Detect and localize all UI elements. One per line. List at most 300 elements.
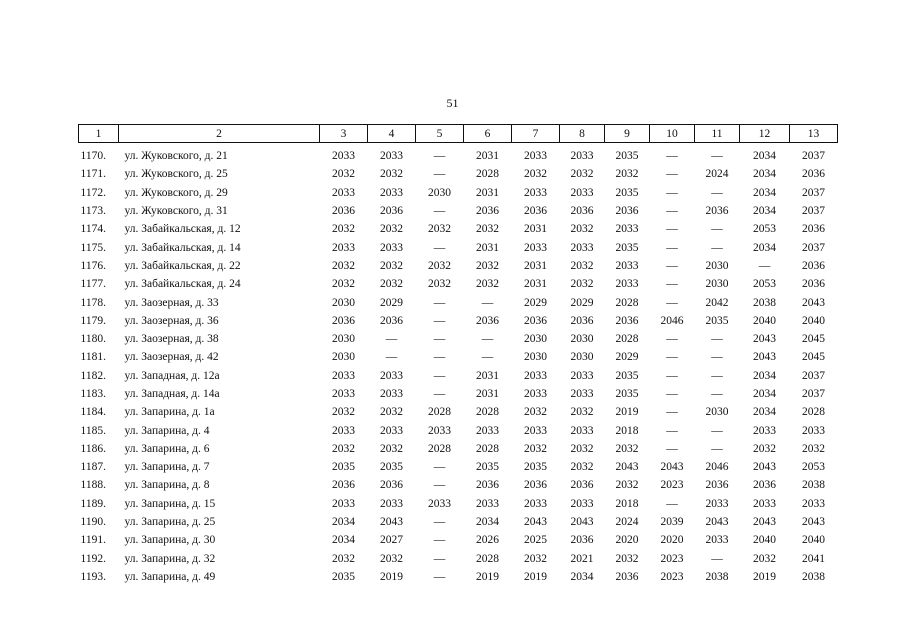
year-cell: 2036 — [524, 314, 547, 327]
year-cell: — — [433, 296, 446, 309]
year-cell: 2028 — [476, 168, 499, 181]
year-cell: 2034 — [753, 241, 776, 254]
row-number: 1170. — [80, 150, 106, 163]
year-cell: 2033 — [524, 150, 547, 163]
address-cell: ул. Забайкальская, д. 24 — [124, 278, 241, 291]
year-cell: 2033 — [332, 150, 355, 163]
row-number: 1190. — [80, 516, 106, 529]
year-cell: 2034 — [753, 369, 776, 382]
year-cell: 2033 — [524, 388, 547, 400]
year-cell: 2045 — [802, 333, 825, 346]
year-cell: 2043 — [753, 461, 776, 474]
year-cell: 2032 — [615, 442, 639, 455]
year-cell: 2037 — [802, 388, 825, 400]
year-cell: — — [666, 424, 678, 437]
address-cell: ул. Западная, д. 14а — [124, 388, 220, 400]
table-row — [79, 184, 838, 202]
year-cell: 2029 — [570, 296, 594, 309]
table-row — [79, 458, 838, 476]
year-cell: 2035 — [332, 570, 355, 583]
year-cell: 2032 — [332, 223, 355, 236]
year-cell: 2025 — [524, 534, 547, 547]
column-header: 12 — [740, 125, 790, 143]
year-cell: — — [666, 351, 678, 364]
year-cell: 2036 — [615, 314, 639, 327]
address-cell: ул. Жуковского, д. 31 — [124, 205, 228, 218]
year-cell: 2037 — [802, 205, 825, 218]
address-cell: ул. Жуковского, д. 21 — [124, 150, 228, 163]
year-cell: 2032 — [524, 406, 547, 419]
table-row — [79, 330, 838, 348]
year-cell: 2038 — [802, 479, 825, 492]
year-cell: 2043 — [753, 333, 776, 346]
year-cell: 2023 — [660, 479, 684, 492]
year-cell: 2032 — [570, 442, 594, 455]
table-row — [79, 238, 838, 256]
table-row — [79, 476, 838, 494]
year-cell: 2041 — [802, 552, 825, 565]
year-cell: — — [711, 369, 723, 382]
year-cell: 2019 — [524, 570, 547, 583]
year-cell: 2035 — [615, 186, 639, 199]
column-header: 1 — [79, 125, 119, 143]
year-cell: — — [666, 223, 678, 236]
year-cell: 2031 — [476, 388, 499, 400]
year-cell: 2032 — [753, 552, 776, 565]
year-cell: 2036 — [705, 479, 729, 492]
table-row — [79, 367, 838, 385]
year-cell: 2037 — [802, 241, 825, 254]
year-cell: 2036 — [524, 479, 547, 492]
year-cell: 2034 — [753, 186, 776, 199]
year-cell: 2033 — [570, 186, 594, 199]
year-cell: 2030 — [332, 296, 355, 309]
year-cell: 2033 — [332, 186, 355, 199]
year-cell: 2033 — [332, 497, 355, 510]
year-cell: 2038 — [753, 296, 776, 309]
year-cell: 2032 — [380, 168, 403, 181]
row-number: 1182. — [80, 369, 106, 382]
year-cell: 2035 — [705, 314, 729, 327]
year-cell: 2043 — [705, 516, 729, 529]
year-cell: 2033 — [570, 388, 594, 400]
year-cell: 2020 — [660, 534, 684, 547]
year-cell: 2032 — [570, 223, 594, 236]
year-cell: — — [666, 241, 678, 254]
year-cell: 2024 — [705, 168, 729, 181]
year-cell: 2028 — [476, 552, 499, 565]
year-cell: 2032 — [380, 406, 403, 419]
year-cell: — — [433, 314, 446, 327]
year-cell: 2036 — [380, 314, 403, 327]
year-cell: 2038 — [802, 570, 825, 583]
year-cell: 2033 — [615, 223, 639, 236]
year-cell: 2040 — [753, 534, 776, 547]
year-cell: 2033 — [524, 497, 547, 510]
year-cell: 2043 — [570, 516, 594, 529]
table-row — [79, 513, 838, 531]
year-cell: 2036 — [380, 479, 403, 492]
address-cell: ул. Забайкальская, д. 12 — [124, 223, 241, 236]
table-row — [79, 403, 838, 421]
year-cell: 2029 — [380, 296, 403, 309]
year-cell: 2032 — [428, 223, 451, 236]
year-cell: 2035 — [615, 150, 639, 163]
year-cell: 2030 — [428, 186, 451, 199]
year-cell: 2033 — [570, 241, 594, 254]
year-cell: — — [433, 461, 446, 474]
table-row — [79, 531, 838, 549]
year-cell: 2032 — [428, 259, 451, 272]
year-cell: 2023 — [660, 570, 684, 583]
table-row — [79, 385, 838, 403]
year-cell: 2036 — [705, 205, 729, 218]
year-cell: 2036 — [570, 314, 594, 327]
year-cell: — — [711, 333, 723, 346]
year-cell: 2036 — [476, 479, 499, 492]
address-cell: ул. Запарина, д. 30 — [124, 534, 216, 547]
year-cell: — — [711, 223, 723, 236]
row-number: 1185. — [80, 424, 106, 437]
year-cell: 2033 — [753, 497, 776, 510]
year-cell: 2030 — [705, 259, 729, 272]
year-cell: 2036 — [524, 205, 547, 218]
year-cell: 2053 — [753, 278, 776, 291]
year-cell: 2029 — [615, 351, 639, 364]
column-header: 9 — [605, 125, 650, 143]
year-cell: 2035 — [615, 369, 639, 382]
year-cell: — — [711, 552, 723, 565]
column-header: 6 — [464, 125, 512, 143]
year-cell: 2030 — [332, 351, 355, 364]
year-cell: 2033 — [705, 534, 729, 547]
year-cell: 2033 — [570, 369, 594, 382]
year-cell: — — [666, 168, 678, 181]
year-cell: 2032 — [332, 406, 355, 419]
column-header: 7 — [512, 125, 560, 143]
year-cell: 2034 — [332, 516, 355, 529]
row-number: 1184. — [80, 406, 106, 419]
year-cell: 2031 — [476, 186, 499, 199]
table-row — [79, 348, 838, 366]
year-cell: — — [433, 534, 446, 547]
year-cell: 2026 — [476, 534, 499, 547]
year-cell: 2033 — [332, 388, 355, 400]
year-cell: 2045 — [802, 351, 825, 364]
year-cell: 2032 — [332, 259, 355, 272]
row-number: 1174. — [80, 223, 106, 236]
year-cell: — — [481, 351, 494, 364]
year-cell: 2032 — [615, 168, 639, 181]
year-cell: 2036 — [802, 223, 825, 236]
year-cell: — — [385, 351, 398, 364]
year-cell: 2033 — [570, 497, 594, 510]
address-cell: ул. Запарина, д. 6 — [124, 442, 210, 455]
year-cell: 2032 — [524, 552, 547, 565]
schedule-table — [78, 124, 838, 586]
year-cell: — — [433, 516, 446, 529]
year-cell: 2035 — [524, 461, 547, 474]
row-number: 1186. — [80, 442, 106, 455]
year-cell: 2033 — [802, 497, 825, 510]
row-number: 1179. — [80, 314, 106, 327]
row-number: 1172. — [80, 186, 106, 199]
year-cell: 2036 — [753, 479, 776, 492]
year-cell: 2032 — [476, 223, 499, 236]
column-header: 3 — [320, 125, 368, 143]
year-cell: 2031 — [524, 278, 547, 291]
year-cell: 2053 — [802, 461, 825, 474]
address-cell: ул. Забайкальская, д. 22 — [124, 259, 241, 272]
year-cell: — — [666, 497, 678, 510]
address-cell: ул. Запарина, д. 15 — [124, 497, 216, 510]
year-cell: 2019 — [753, 570, 776, 583]
year-cell: 2035 — [332, 461, 355, 474]
year-cell: 2032 — [380, 552, 403, 565]
year-cell: 2030 — [332, 333, 355, 346]
year-cell: 2033 — [570, 424, 594, 437]
year-cell: 2042 — [705, 296, 729, 309]
table-row — [79, 440, 838, 458]
year-cell: 2043 — [660, 461, 684, 474]
year-cell: — — [666, 296, 678, 309]
row-number: 1187. — [80, 461, 106, 474]
year-cell: 2032 — [570, 461, 594, 474]
year-cell: — — [666, 442, 678, 455]
year-cell: 2032 — [332, 168, 355, 181]
year-cell: 2037 — [802, 186, 825, 199]
year-cell: 2034 — [332, 534, 355, 547]
year-cell: 2032 — [332, 278, 355, 291]
year-cell: 2032 — [524, 168, 547, 181]
year-cell: 2033 — [380, 424, 403, 437]
address-cell: ул. Запарина, д. 1а — [124, 406, 215, 419]
year-cell: 2032 — [615, 552, 639, 565]
table-row — [79, 550, 838, 568]
row-number: 1192. — [80, 552, 106, 565]
column-header: 10 — [650, 125, 695, 143]
table-row — [79, 257, 838, 275]
year-cell: — — [481, 333, 494, 346]
year-cell: 2033 — [524, 424, 547, 437]
row-number: 1176. — [80, 259, 106, 272]
row-number: 1178. — [80, 296, 106, 309]
column-header: 4 — [368, 125, 416, 143]
year-cell: 2032 — [570, 278, 594, 291]
address-cell: ул. Забайкальская, д. 14 — [124, 241, 241, 254]
year-cell: 2036 — [802, 278, 825, 291]
year-cell: 2030 — [705, 278, 729, 291]
year-cell: — — [666, 333, 678, 346]
year-cell: 2036 — [476, 314, 499, 327]
table-row — [79, 312, 838, 330]
year-cell: 2036 — [802, 259, 825, 272]
year-cell: — — [433, 552, 446, 565]
row-number: 1173. — [80, 205, 106, 218]
address-cell: ул. Жуковского, д. 29 — [124, 186, 228, 199]
year-cell: 2032 — [476, 278, 499, 291]
year-cell: 2028 — [476, 406, 499, 419]
year-cell: — — [711, 351, 723, 364]
year-cell: 2028 — [428, 442, 451, 455]
year-cell: 2032 — [380, 223, 403, 236]
year-cell: — — [433, 333, 446, 346]
table-row — [79, 421, 838, 439]
year-cell: — — [711, 150, 723, 163]
column-header: 8 — [560, 125, 605, 143]
year-cell: — — [433, 570, 446, 583]
address-cell: ул. Жуковского, д. 25 — [124, 168, 228, 181]
year-cell: 2043 — [615, 461, 639, 474]
year-cell: 2036 — [332, 205, 355, 218]
year-cell: 2032 — [380, 442, 403, 455]
year-cell: — — [666, 406, 678, 419]
year-cell: 2028 — [476, 442, 499, 455]
table-row — [79, 293, 838, 311]
year-cell: 2046 — [705, 461, 729, 474]
year-cell: 2046 — [660, 314, 684, 327]
year-cell: 2031 — [524, 223, 547, 236]
year-cell: 2040 — [753, 314, 776, 327]
year-cell: 2034 — [476, 516, 499, 529]
address-cell: ул. Заозерная, д. 38 — [124, 333, 219, 346]
table-row — [79, 220, 838, 238]
row-number: 1177. — [80, 278, 106, 291]
year-cell: 2033 — [524, 241, 547, 254]
year-cell: 2033 — [380, 150, 403, 163]
year-cell: 2030 — [570, 351, 594, 364]
year-cell: 2043 — [802, 516, 825, 529]
address-cell: ул. Запарина, д. 4 — [124, 424, 210, 437]
year-cell: — — [711, 388, 723, 400]
year-cell: — — [433, 479, 446, 492]
year-cell: 2028 — [802, 406, 825, 419]
year-cell: 2028 — [428, 406, 451, 419]
column-header: 11 — [695, 125, 740, 143]
year-cell: — — [711, 186, 723, 199]
year-cell: 2033 — [524, 186, 547, 199]
row-number: 1171. — [80, 168, 106, 181]
year-cell: 2033 — [380, 388, 403, 400]
year-cell: 2035 — [615, 241, 639, 254]
year-cell: 2028 — [615, 296, 639, 309]
table-row — [79, 143, 838, 166]
year-cell: 2031 — [476, 150, 499, 163]
year-cell: 2033 — [428, 424, 451, 437]
year-cell: 2030 — [705, 406, 729, 419]
address-cell: ул. Запарина, д. 32 — [124, 552, 216, 565]
year-cell: — — [758, 259, 771, 272]
year-cell: 2035 — [476, 461, 499, 474]
address-cell: ул. Заозерная, д. 33 — [124, 296, 219, 309]
year-cell: 2031 — [476, 369, 499, 382]
address-cell: ул. Запарина, д. 7 — [124, 461, 210, 474]
year-cell: 2032 — [524, 442, 547, 455]
row-number: 1175. — [80, 241, 106, 254]
year-cell: 2032 — [753, 442, 776, 455]
page-number: 51 — [446, 96, 459, 110]
year-cell: — — [433, 168, 446, 181]
year-cell: 2036 — [615, 205, 639, 218]
year-cell: 2030 — [524, 333, 547, 346]
year-cell: 2040 — [802, 534, 825, 547]
year-cell: 2033 — [705, 497, 729, 510]
year-cell: 2021 — [570, 552, 594, 565]
year-cell: — — [433, 205, 446, 218]
year-cell: 2032 — [380, 278, 403, 291]
year-cell: 2033 — [380, 369, 403, 382]
year-cell: 2036 — [332, 314, 355, 327]
year-cell: 2040 — [802, 314, 825, 327]
year-cell: — — [433, 369, 446, 382]
row-number: 1189. — [80, 497, 106, 510]
year-cell: — — [666, 388, 678, 400]
year-cell: 2032 — [570, 406, 594, 419]
year-cell: 2039 — [660, 516, 684, 529]
year-cell: 2019 — [615, 406, 639, 419]
year-cell: 2023 — [660, 552, 684, 565]
row-number: 1188. — [80, 479, 106, 492]
year-cell: 2018 — [615, 424, 639, 437]
year-cell: 2032 — [332, 442, 355, 455]
year-cell: 2019 — [380, 570, 403, 583]
year-cell: 2029 — [524, 296, 547, 309]
year-cell: 2033 — [615, 278, 639, 291]
year-cell: 2032 — [570, 259, 594, 272]
year-cell: 2024 — [615, 516, 639, 529]
year-cell: 2018 — [615, 497, 639, 510]
table-row — [79, 165, 838, 183]
year-cell: — — [666, 150, 678, 163]
year-cell: 2036 — [476, 205, 499, 218]
year-cell: 2035 — [615, 388, 639, 400]
row-number: 1183. — [80, 388, 106, 400]
year-cell: 2030 — [524, 351, 547, 364]
year-cell: 2036 — [570, 479, 594, 492]
year-cell: 2037 — [802, 369, 825, 382]
year-cell: 2033 — [753, 424, 776, 437]
year-cell: 2033 — [332, 241, 355, 254]
year-cell: 2033 — [332, 369, 355, 382]
year-cell: 2034 — [753, 150, 776, 163]
year-cell: 2032 — [380, 259, 403, 272]
year-cell: 2030 — [570, 333, 594, 346]
year-cell: 2036 — [570, 205, 594, 218]
year-cell: 2036 — [802, 168, 825, 181]
year-cell: — — [481, 296, 494, 309]
row-number: 1193. — [80, 570, 106, 583]
year-cell: — — [433, 351, 446, 364]
row-number: 1181. — [80, 351, 106, 364]
year-cell: 2031 — [524, 259, 547, 272]
year-cell: 2036 — [332, 479, 355, 492]
table-row — [79, 202, 838, 220]
year-cell: — — [433, 388, 446, 400]
year-cell: 2031 — [476, 241, 499, 254]
year-cell: 2036 — [380, 205, 403, 218]
year-cell: 2043 — [753, 351, 776, 364]
table-row — [79, 275, 838, 293]
year-cell: 2038 — [705, 570, 729, 583]
address-cell: ул. Заозерная, д. 36 — [124, 314, 219, 327]
year-cell: 2043 — [380, 516, 403, 529]
year-cell: — — [711, 442, 723, 455]
year-cell: — — [433, 241, 446, 254]
table-row — [79, 495, 838, 513]
address-cell: ул. Западная, д. 12а — [124, 369, 220, 382]
row-number: 1191. — [80, 534, 106, 547]
row-number: 1180. — [80, 333, 106, 346]
